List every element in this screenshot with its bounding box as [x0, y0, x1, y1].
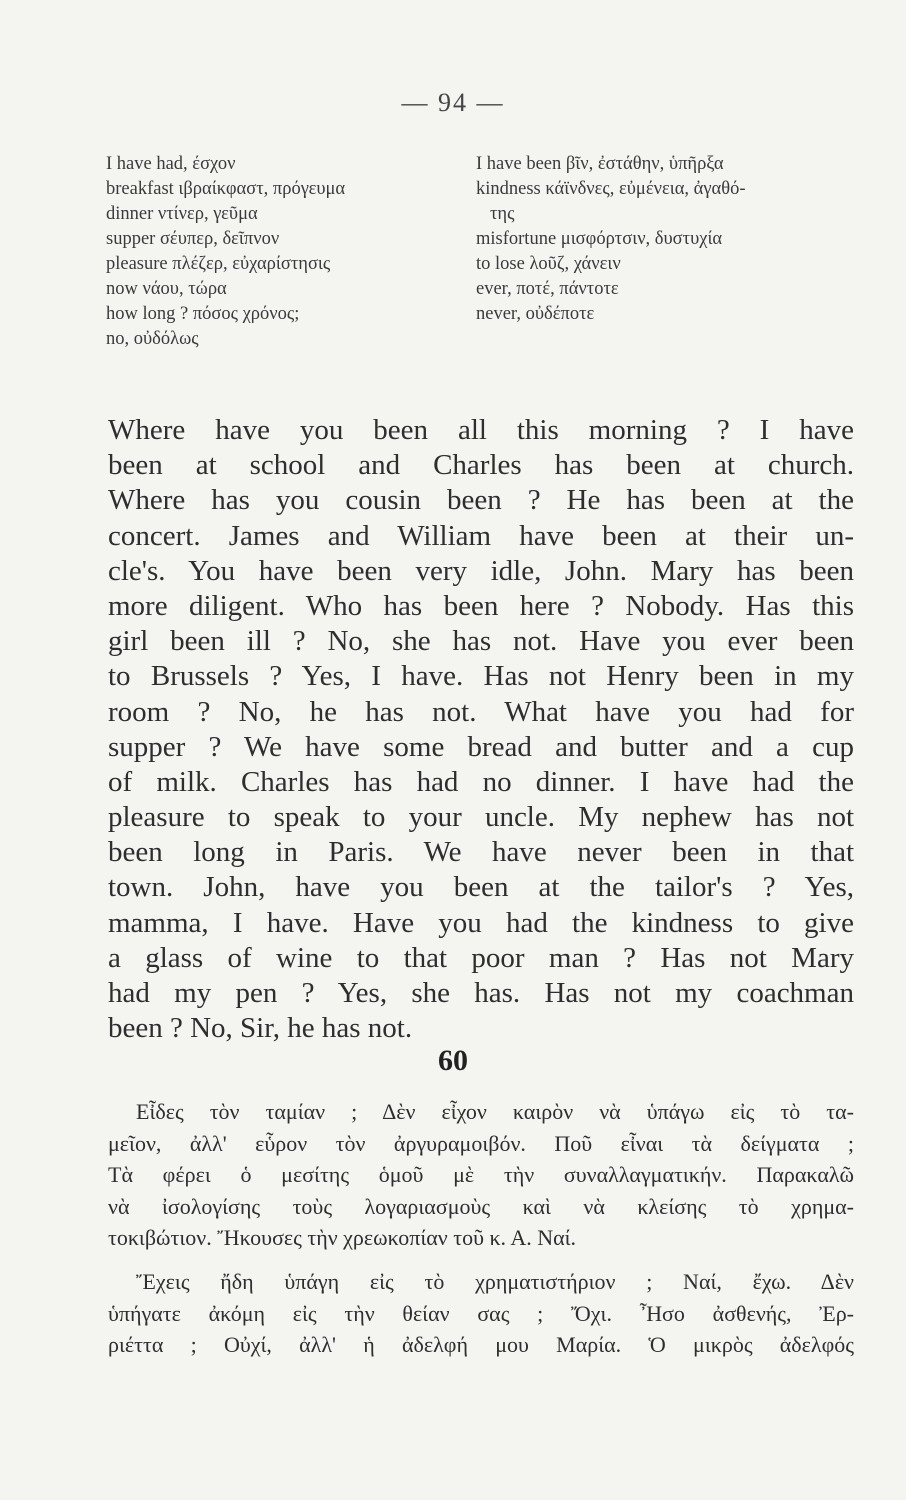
vocabulary-entry: pleasure πλέζερ, εὐχαρίστησις — [106, 254, 331, 274]
paragraph-line: room ? No, he has not. What have you had for — [108, 695, 854, 728]
vocabulary-entry: misfortune μισφόρτσιν, δυστυχία — [476, 229, 723, 249]
paragraph-line: mamma, I have. Have you had the kindness to give — [108, 906, 854, 939]
vocabulary-entry: breakfast ιβραίκφαστ, πρόγευμα — [106, 179, 346, 199]
vocabulary-entry: no, οὐδόλως — [106, 329, 199, 349]
paragraph-line: Ἔχεις ἤδη ὑπάγη εἰς τὸ χρηματιστήριον ; Ναί, ἔχω. Δὲν — [136, 1269, 854, 1294]
paragraph-line: Where have you been all this morning ? I have — [108, 414, 854, 446]
vocabulary-entry: ever, ποτέ, πάντοτε — [476, 279, 619, 299]
paragraph-line: supper ? We have some bread and butter and a cup — [108, 730, 854, 763]
vocabulary-entry: never, οὐδέποτε — [476, 304, 595, 324]
paragraph-line: Εἶδες τὸν ταμίαν ; Δὲν εἶχον καιρὸν νὰ ὑπάγω εἰς τὸ τα- — [136, 1099, 854, 1124]
paragraph-line: μεῖον, ἀλλ' εὗρον τὸν ἀργυραμοιβόν. Ποῦ εἶναι τὰ δείγματα ; — [108, 1130, 854, 1156]
paragraph-line: town. John, have you been at the tailor's ? Yes, — [108, 871, 854, 904]
paragraph-line: ριέττα ; Οὐχί, ἀλλ' ἡ ἀδελφή μου Μαρία. Ὁ μικρὸς ἀδελφός — [108, 1332, 854, 1357]
paragraph-line: had my pen ? Yes, she has. Has not my coachman — [108, 977, 854, 1009]
page-number: — 94 — — [401, 88, 505, 117]
vocabulary-entry: to lose λοῦζ, χάνειν — [476, 254, 621, 274]
paragraph-line: of milk. Charles has had no dinner. I have had the — [108, 765, 854, 798]
paragraph-line: ὑπήγατε ἀκόμη εἰς τὴν θείαν σας ; Ὄχι. Ἦσο ἀσθενής, Ἐρ- — [108, 1300, 854, 1326]
vocabulary-entry: supper σέυπερ, δεῖπνον — [106, 229, 280, 249]
greek-exercise-paragraph — [108, 1096, 854, 1254]
vocabulary-column-left — [106, 152, 466, 352]
vocabulary-entry: dinner ντίνερ, γεῦμα — [106, 204, 258, 224]
paragraph-line: girl been ill ? No, she has not. Have you ever been — [108, 625, 854, 658]
paragraph-line: been ? No, Sir, he has not. — [108, 1012, 413, 1045]
vocabulary-entry: kindness κάϊνδνες, εὐμένεια, ἀγαθό- — [476, 179, 746, 199]
vocabulary-column-right — [476, 152, 866, 352]
paragraph-line: more diligent. Who has been here ? Nobody. Has this — [108, 589, 854, 622]
paragraph-line: Τὰ φέρει ὁ μεσίτης ὁμοῦ μὲ τὴν συναλλαγματικήν. Παρακαλῶ — [108, 1162, 854, 1187]
greek-exercise-paragraph-2 — [108, 1266, 854, 1361]
paragraph-line: νὰ ἰσολογίσης τοὺς λογαριασμοὺς καὶ νὰ κλείσης τὸ χρημα- — [108, 1193, 854, 1219]
english-exercise-paragraph — [108, 413, 854, 1046]
paragraph-line: been long in Paris. We have never been in that — [108, 836, 854, 869]
vocabulary-entry: now νάου, τώρα — [106, 279, 227, 299]
paragraph-line: pleasure to speak to your uncle. My nephew has not — [108, 801, 854, 834]
vocabulary-entry: how long ? πόσος χρόνος; — [106, 304, 300, 324]
vocabulary-list — [106, 152, 866, 352]
paragraph-line: been at school and Charles has been at church. — [108, 449, 854, 482]
vocabulary-entry: I have had, έσχον — [106, 154, 236, 174]
paragraph-line: concert. James and William have been at their un- — [108, 519, 854, 552]
vocabulary-entry: της — [490, 204, 515, 224]
paragraph-line: cle's. You have been very idle, John. Mary has been — [108, 554, 854, 587]
paragraph-line: a glass of wine to that poor man ? Has not Mary — [108, 941, 854, 974]
paragraph-line: Where has you cousin been ? He has been at the — [108, 484, 854, 517]
paragraph-line: to Brussels ? Yes, I have. Has not Henry been in my — [108, 660, 854, 693]
paragraph-line: τοκιβώτιον. Ἤκουσες τὴν χρεωκοπίαν τοῦ κ. Α. Ναί. — [108, 1225, 577, 1250]
section-number: 60 — [438, 1044, 468, 1077]
vocabulary-entry: I have been βῖν, ἐστάθην, ὑπῆρξα — [476, 154, 724, 174]
